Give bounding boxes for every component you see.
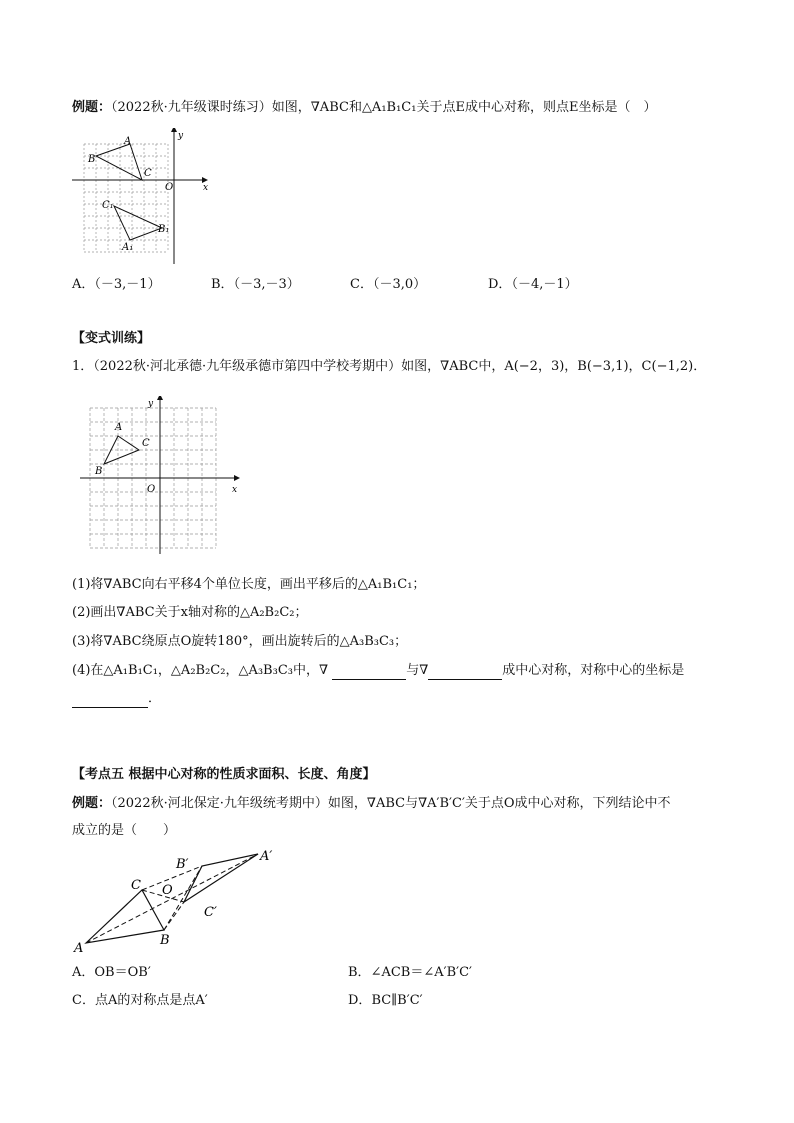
label-x-axis: x	[203, 183, 209, 193]
kp5-option-a	[72, 964, 151, 982]
example1-option-d	[488, 276, 578, 294]
triangle-abc	[96, 144, 142, 180]
example-label: 例题：	[72, 100, 112, 115]
example1-option-c	[350, 276, 426, 294]
label-a1: A₁	[122, 242, 134, 253]
option-value: ∠ACB＝∠A′B′C′	[370, 965, 472, 980]
option-key: C．	[72, 993, 95, 1008]
option-value: （－3,0）	[372, 277, 427, 292]
label-origin: O	[165, 182, 174, 193]
label-c: C	[131, 878, 141, 893]
axis-arrow-y	[171, 128, 177, 132]
label-b-prime: B′	[176, 857, 189, 872]
axis-arrow-x	[234, 475, 240, 481]
grid	[84, 144, 168, 252]
kp5-question-line1	[72, 795, 671, 813]
answer-blank-3[interactable]	[72, 694, 148, 708]
triangle-a1b1c1	[114, 206, 162, 240]
label-c: C	[144, 168, 152, 179]
label-a: A	[124, 136, 132, 147]
example1-figure	[70, 128, 220, 268]
kp5-option-b	[348, 964, 472, 982]
answer-blank-2[interactable]	[428, 666, 502, 680]
kp5-option-d	[348, 992, 423, 1010]
label-c: C	[142, 438, 150, 449]
kp5-header: 【考点五 根据中心对称的性质求面积、长度、角度】	[72, 767, 376, 782]
axis-arrow-y	[157, 396, 163, 400]
option-value: 点A的对称点是点A′	[94, 993, 208, 1008]
example1-option-b	[211, 276, 300, 294]
option-key: B．	[348, 965, 371, 980]
axes	[80, 400, 234, 554]
label-a: A	[115, 422, 123, 433]
variant-header: 【变式训练】	[72, 331, 151, 346]
option-key: D．	[348, 993, 372, 1008]
variant-part-3: (3)将∇ABC绕原点O旋转180°，画出旋转后的△A₃B₃C₃；	[72, 634, 408, 649]
part4-text-b: 与∇	[406, 663, 429, 678]
kp5-option-c	[72, 992, 208, 1010]
label-b1: B₁	[158, 224, 170, 235]
part4-text-c: 成中心对称，对称中心的坐标是	[502, 663, 685, 678]
variant-part-1: (1)将∇ABC向右平移4个单位长度，画出平移后的△A₁B₁C₁；	[72, 577, 426, 592]
label-c-prime: C′	[204, 905, 217, 920]
label-x-axis: x	[232, 485, 238, 495]
option-value: （－3,－3）	[233, 277, 300, 292]
label-origin: O	[162, 883, 173, 898]
part4-end: ．	[148, 691, 162, 706]
kp5-question-line2: 成立的是（ ）	[72, 823, 177, 838]
option-value: BC∥B′C′	[371, 993, 423, 1008]
part4-text-a: (4)在△A₁B₁C₁，△A₂B₂C₂，△A₃B₃C₃中，∇	[72, 663, 329, 678]
option-key: D．	[488, 277, 512, 292]
label-c1: C₁	[102, 200, 114, 211]
variant-part-4	[72, 662, 684, 680]
triangle-abc	[86, 890, 164, 943]
variant-part-2: (2)画出∇ABC关于x轴对称的△A₂B₂C₂；	[72, 605, 308, 620]
label-b: B	[95, 466, 103, 477]
dashed-segments	[86, 854, 258, 943]
label-y-axis: y	[178, 131, 184, 141]
example-label: 例题：	[72, 796, 112, 811]
example1-option-a	[72, 276, 161, 294]
option-key: A．	[72, 277, 95, 292]
option-value: （－4,－1）	[511, 277, 578, 292]
option-value: OB＝OB′	[94, 965, 151, 980]
answer-blank-1[interactable]	[332, 666, 406, 680]
variant-question-1: 1．（2022秋·河北承德·九年级承德市第四中学校考期中）如图，∇ABC中，A(−2，3)，B(−3,1)，C(−1,2)．	[72, 359, 707, 374]
label-b: B	[160, 933, 170, 948]
example1-text: （2022秋·九年级课时练习）如图，∇ABC和△A₁B₁C₁关于点E成中心对称，则点E坐标是（ ）	[111, 100, 657, 115]
variant-figure	[78, 396, 246, 556]
option-key: A．	[72, 965, 95, 980]
label-y-axis: y	[148, 399, 154, 409]
variant-part-4-line2	[72, 690, 161, 708]
option-key: C．	[350, 277, 373, 292]
label-b: B	[88, 154, 96, 165]
kp5-text-1: （2022秋·河北保定·九年级统考期中）如图，∇ABC与∇A′B′C′关于点O成中心对称，下列结论中不	[111, 796, 671, 811]
label-a-prime: A′	[260, 849, 273, 864]
option-key: B．	[211, 277, 234, 292]
label-origin: O	[147, 484, 156, 495]
label-a: A	[74, 941, 84, 956]
kp5-figure	[68, 846, 290, 958]
example1-question	[72, 99, 656, 117]
axes	[72, 132, 202, 264]
option-value: （－3,－1）	[94, 277, 161, 292]
